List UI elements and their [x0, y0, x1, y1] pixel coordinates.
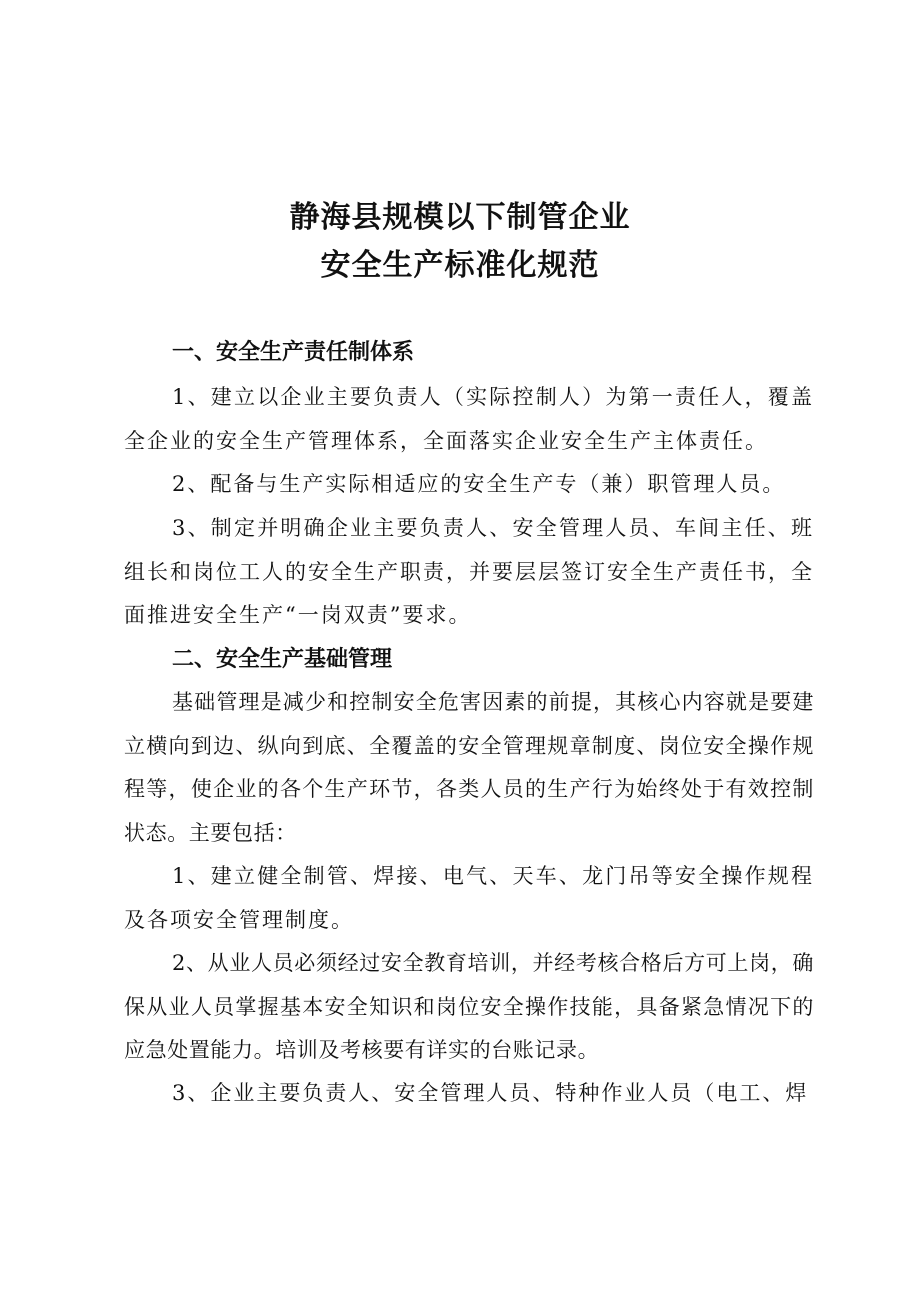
section-heading-2: 二、安全生产基础管理 [172, 647, 393, 672]
section1-paragraph-2: 2、配备与生产实际相适应的安全生产专（兼）职管理人员。 [172, 472, 786, 496]
section2-paragraph-4: 3、企业主要负责人、安全管理人员、特种作业人员（电工、焊 [172, 1081, 809, 1105]
section2-paragraph-1: 基础管理是减少和控制安全危害因素的前提，其核心内容就是要建立横向到边、纵向到底、全覆盖的安全管理规章制度、岗位安全操作规程等，使企业的各个生产环节，各类人员的生产行为始终处于有效控制状态。主要包括： [124, 690, 814, 845]
section1-paragraph-1: 1、建立以企业主要负责人（实际控制人）为第一责任人，覆盖全企业的安全生产管理体系，全面落实企业安全生产主体责任。 [124, 385, 814, 453]
section2-paragraph-3: 2、从业人员必须经过安全教育培训，并经考核合格后方可上岗，确保从业人员掌握基本安全知识和岗位安全操作技能，具备紧急情况下的应急处置能力。培训及考核要有详实的台账记录。 [124, 951, 814, 1062]
section1-paragraph-3: 3、制定并明确企业主要负责人、安全管理人员、车间主任、班组长和岗位工人的安全生产职责，并要层层签订安全生产责任书，全面推进安全生产“一岗双责”要求。 [124, 516, 814, 627]
section2-paragraph-2: 1、建立健全制管、焊接、电气、天车、龙门吊等安全操作规程及各项安全管理制度。 [124, 864, 814, 932]
document-title-line2: 安全生产标准化规范 [320, 248, 600, 283]
document-title-line1: 静海县规模以下制管企业 [289, 200, 631, 235]
section-heading-1: 一、安全生产责任制体系 [172, 340, 415, 365]
